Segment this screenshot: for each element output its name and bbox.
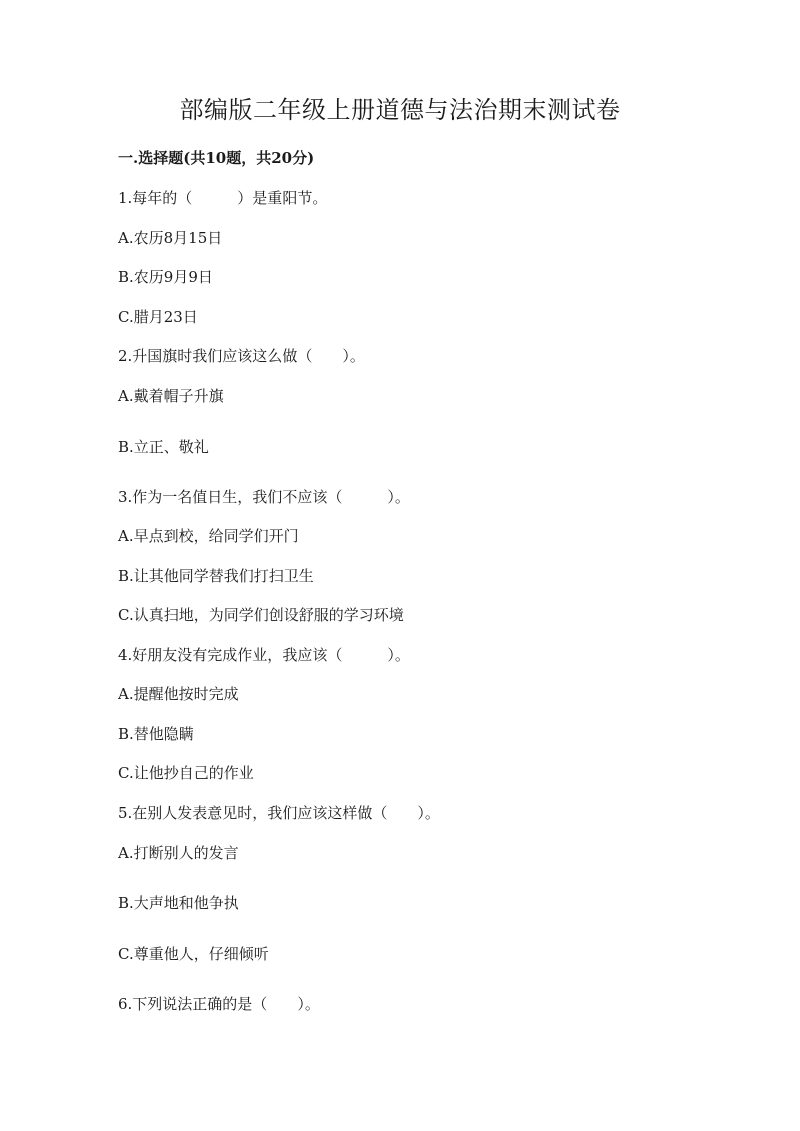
question-2-stem: 2.升国旗时我们应该这么做（ ）。 [118, 347, 365, 365]
question-3-option-c: C.认真扫地，为同学们创设舒服的学习环境 [118, 606, 404, 624]
question-3-stem: 3.作为一名值日生，我们不应该（ ）。 [118, 488, 410, 506]
question-4-option-a: A.提醒他按时完成 [118, 685, 239, 703]
question-4-option-c: C.让他抄自己的作业 [118, 764, 254, 782]
question-5-option-a: A.打断别人的发言 [118, 844, 239, 862]
question-1-option-a: A.农历8月15日 [118, 229, 223, 247]
question-3-option-a: A.早点到校，给同学们开门 [118, 527, 299, 545]
question-1-option-c: C.腊月23日 [118, 308, 198, 326]
question-1-option-b: B.农历9月9日 [118, 268, 213, 286]
question-5-option-c: C.尊重他人，仔细倾听 [118, 945, 269, 963]
section-heading: 一.选择题(共10题，共20分) [118, 149, 315, 167]
question-5-stem: 5.在别人发表意见时，我们应该这样做（ ）。 [118, 804, 440, 822]
page-title: 部编版二年级上册道德与法治期末测试卷 [179, 96, 621, 124]
question-4-option-b: B.替他隐瞒 [118, 725, 194, 743]
question-2-option-b: B.立正、敬礼 [118, 438, 209, 456]
question-3-option-b: B.让其他同学替我们打扫卫生 [118, 567, 314, 585]
question-5-option-b: B.大声地和他争执 [118, 894, 239, 912]
question-1-stem: 1.每年的（ ）是重阳节。 [118, 189, 328, 207]
question-4-stem: 4.好朋友没有完成作业，我应该（ ）。 [118, 646, 410, 664]
question-2-option-a: A.戴着帽子升旗 [118, 387, 224, 405]
question-6-stem: 6.下列说法正确的是（ ）。 [118, 995, 320, 1013]
